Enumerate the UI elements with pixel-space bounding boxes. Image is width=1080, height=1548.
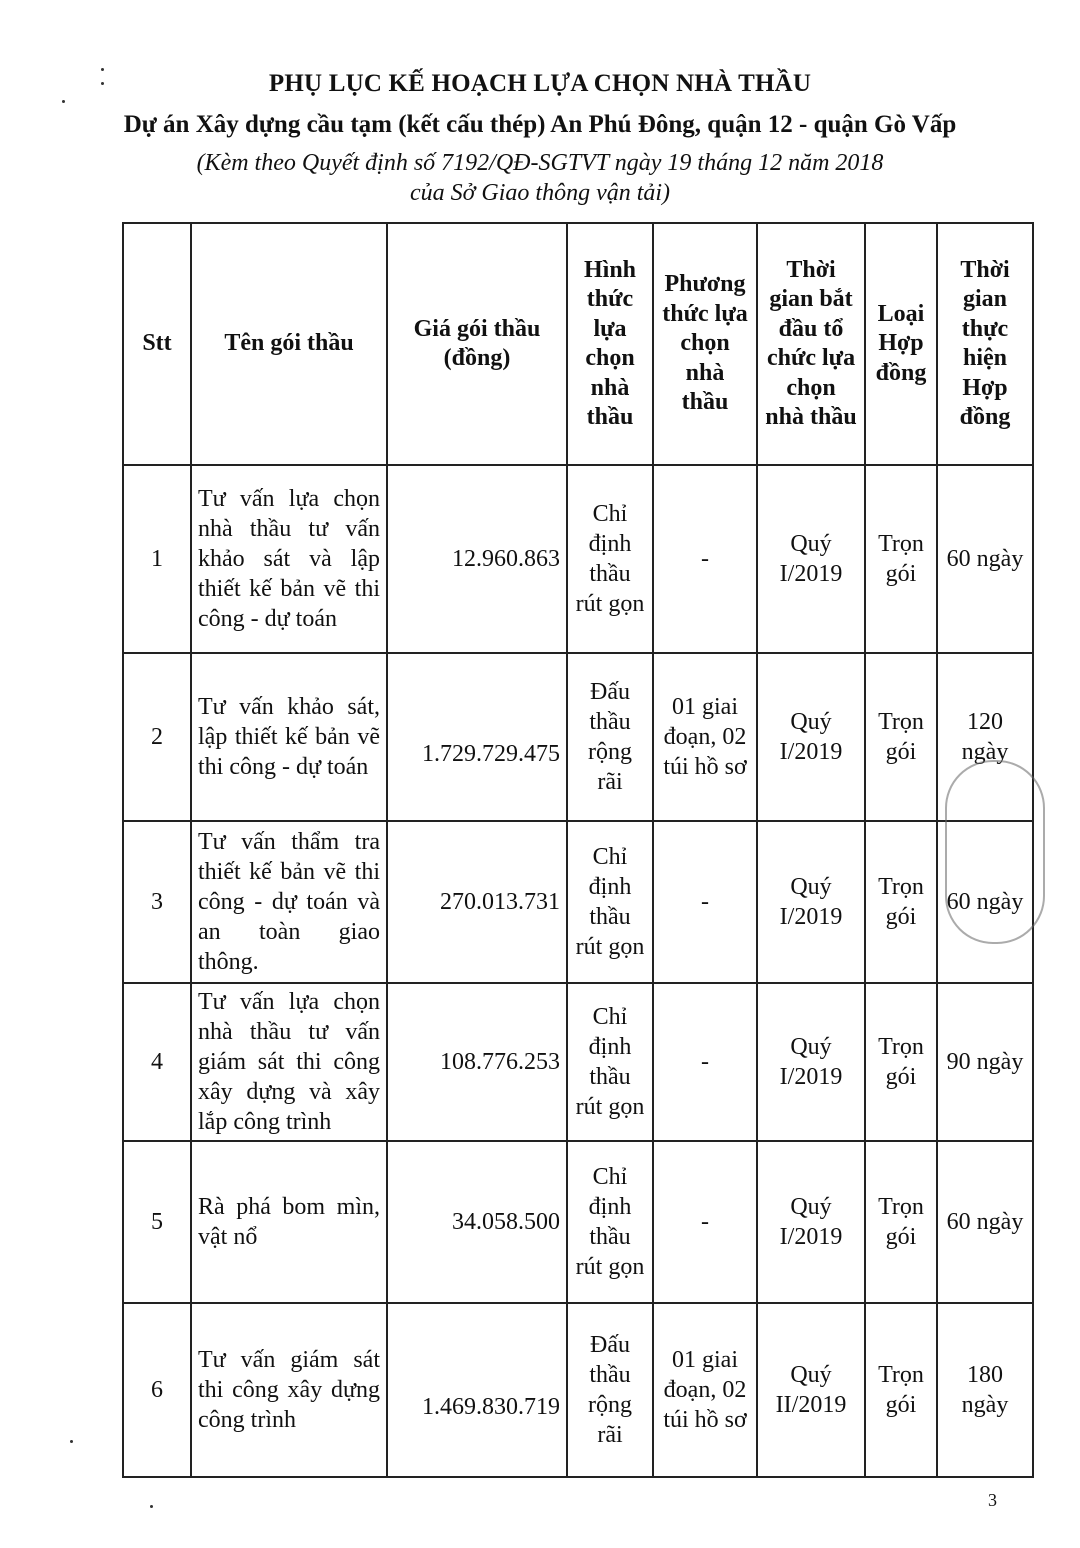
table-row	[123, 653, 1033, 821]
cell-contract: Trọn gói	[865, 465, 937, 653]
header-contract-type: Loại Hợp đồng	[865, 223, 937, 465]
header-start-time: Thời gian bắt đầu tổ chức lựa chọn nhà thầu	[757, 223, 865, 465]
cell-price: 1.729.729.475	[387, 653, 567, 821]
cell-name: Tư vấn lựa chọn nhà thầu tư vấn giám sát thi công xây dựng và xây lắp công trình	[191, 983, 387, 1141]
scan-speck	[150, 1505, 153, 1508]
table-row	[123, 821, 1033, 983]
cell-name: Tư vấn lựa chọn nhà thầu tư vấn khảo sát và lập thiết kế bản vẽ thi công - dự toán	[191, 465, 387, 653]
cell-stt: 3	[123, 821, 191, 983]
cell-form: Đấu thầu rộng rãi	[567, 1303, 653, 1477]
cell-stt: 2	[123, 653, 191, 821]
cell-start: Quý I/2019	[757, 1141, 865, 1303]
cell-start: Quý I/2019	[757, 653, 865, 821]
bidding-plan-table	[122, 222, 1034, 1478]
cell-contract: Trọn gói	[865, 1141, 937, 1303]
page-number: 3	[988, 1490, 997, 1510]
cell-stt: 6	[123, 1303, 191, 1477]
table-row	[123, 983, 1033, 1141]
cell-price: 108.776.253	[387, 983, 567, 1141]
cell-contract: Trọn gói	[865, 821, 937, 983]
cell-contract: Trọn gói	[865, 653, 937, 821]
header-duration: Thời gian thực hiện Hợp đồng	[937, 223, 1033, 465]
cell-duration: 60 ngày	[937, 821, 1033, 983]
cell-start: Quý I/2019	[757, 983, 865, 1141]
cell-stt: 4	[123, 983, 191, 1141]
cell-name: Tư vấn khảo sát, lập thiết kế bản vẽ thi công - dự toán	[191, 653, 387, 821]
header-selection-form: Hình thức lựa chọn nhà thầu	[567, 223, 653, 465]
cell-method: -	[653, 821, 757, 983]
project-subtitle: Dự án Xây dựng cầu tạm (kết cấu thép) An Phú Đông, quận 12 - quận Gò Vấp	[123, 111, 957, 138]
cell-duration: 60 ngày	[937, 1141, 1033, 1303]
cell-method: -	[653, 465, 757, 653]
document-title: PHỤ LỤC KẾ HOẠCH LỰA CHỌN NHÀ THẦU	[268, 70, 812, 97]
table-row	[123, 1141, 1033, 1303]
cell-duration: 180 ngày	[937, 1303, 1033, 1477]
header-name: Tên gói thầu	[191, 223, 387, 465]
cell-name: Tư vấn thẩm tra thiết kế bản vẽ thi công - dự toán và an toàn giao thông.	[191, 821, 387, 983]
cell-form: Chỉ định thầu rút gọn	[567, 821, 653, 983]
header-stt: Stt	[123, 223, 191, 465]
cell-method: 01 giai đoạn, 02 túi hồ sơ	[653, 1303, 757, 1477]
cell-price: 1.469.830.719	[387, 1303, 567, 1477]
cell-contract: Trọn gói	[865, 983, 937, 1141]
cell-form: Chỉ định thầu rút gọn	[567, 465, 653, 653]
cell-duration: 90 ngày	[937, 983, 1033, 1141]
table-row	[123, 465, 1033, 653]
cell-stt: 1	[123, 465, 191, 653]
cell-start: Quý I/2019	[757, 465, 865, 653]
cell-form: Chỉ định thầu rút gọn	[567, 983, 653, 1141]
cell-name: Tư vấn giám sát thi công xây dựng công trình	[191, 1303, 387, 1477]
table-row	[123, 1303, 1033, 1477]
official-seal-stamp	[945, 760, 1045, 944]
cell-name: Rà phá bom mìn, vật nổ	[191, 1141, 387, 1303]
cell-price: 34.058.500	[387, 1141, 567, 1303]
issuer-line: của Sở Giao thông vận tải)	[409, 180, 671, 206]
cell-form: Chỉ định thầu rút gọn	[567, 1141, 653, 1303]
decision-reference: (Kèm theo Quyết định số 7192/QĐ-SGTVT ngày 19 tháng 12 năm 2018	[196, 150, 884, 176]
cell-duration: 60 ngày	[937, 465, 1033, 653]
cell-duration: 120 ngày	[937, 653, 1033, 821]
scan-speck	[70, 1440, 73, 1443]
header-price: Giá gói thầu (đồng)	[387, 223, 567, 465]
scan-speck	[62, 100, 65, 103]
cell-start: Quý I/2019	[757, 821, 865, 983]
cell-method: -	[653, 983, 757, 1141]
cell-method: 01 giai đoạn, 02 túi hồ sơ	[653, 653, 757, 821]
cell-stt: 5	[123, 1141, 191, 1303]
cell-form: Đấu thầu rộng rãi	[567, 653, 653, 821]
cell-price: 12.960.863	[387, 465, 567, 653]
header-selection-method: Phương thức lựa chọn nhà thầu	[653, 223, 757, 465]
cell-contract: Trọn gói	[865, 1303, 937, 1477]
table-header-row	[123, 223, 1033, 465]
cell-start: Quý II/2019	[757, 1303, 865, 1477]
cell-method: -	[653, 1141, 757, 1303]
cell-price: 270.013.731	[387, 821, 567, 983]
